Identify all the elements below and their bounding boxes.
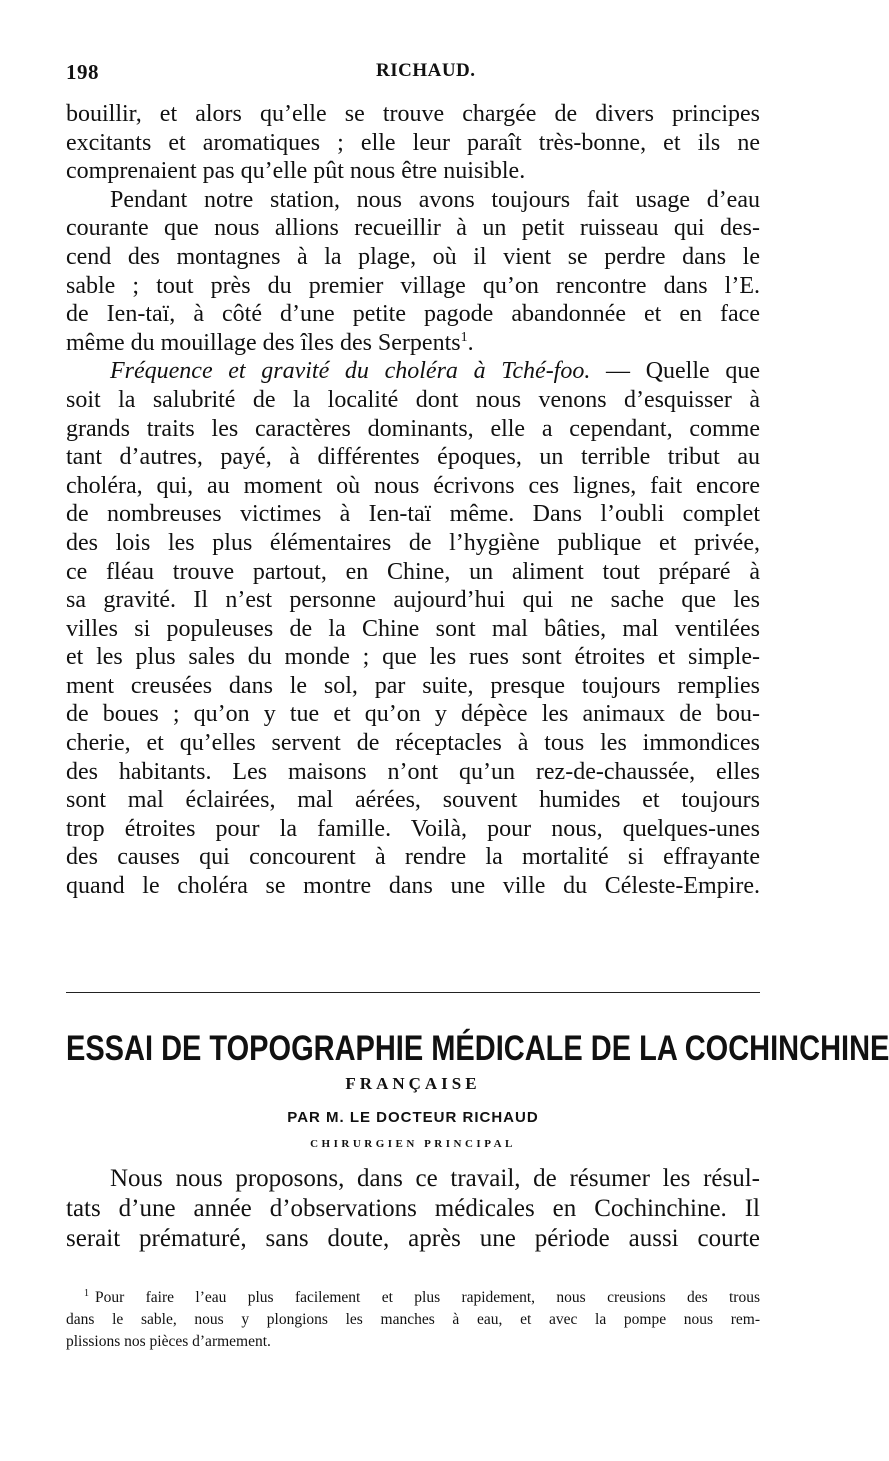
footnote-reference: 1 [460, 329, 468, 345]
italic-heading: Fréquence et gravité du choléra à Tché-foo. [110, 358, 591, 385]
text-line: des lois les plus élémentaires de l’hygiène publique et privée, [66, 529, 760, 556]
section-subtitle: FRANÇAISE [345, 1074, 481, 1093]
text-fragment: même du mouillage des îles des Serpents [66, 329, 461, 356]
text-fragment: Pour faire l’eau plus facilement et plus rapidement, nous creusions des trous [95, 1289, 760, 1306]
text-line: de Ien-taï, à côté d’une petite pagode abandonnée et en face [66, 301, 760, 328]
footnote-line [66, 1287, 760, 1309]
text-line: choléra, qui, au moment où nous écrivons ces lignes, fait encore [66, 472, 760, 499]
author-role: CHIRURGIEN PRINCIPAL [310, 1138, 516, 1150]
text-line: Pendant notre station, nous avons toujours fait usage d’eau [110, 186, 760, 213]
text-line: villes si populeuses de la Chine sont mal bâties, mal ventilées [66, 615, 760, 642]
running-head [66, 60, 760, 90]
text-line: des habitants. Les maisons n’ont qu’un rez-de-chaussée, elles [66, 758, 760, 785]
text-line: serait prématuré, sans doute, après une période aussi courte [66, 1225, 760, 1252]
footnote-line: dans le sable, nous y plongions les manches à eau, et avec la pompe nous rem- [66, 1311, 760, 1328]
text-line: de boues ; qu’on y tue et qu’on y dépèce les animaux de bou- [66, 701, 760, 728]
body-text [66, 100, 760, 901]
footnote-line: plissions nos pièces d’armement. [66, 1333, 271, 1350]
text-line: excitants et aromatiques ; elle leur paraît très-bonne, et ils ne [66, 129, 760, 156]
text-line: quand le choléra se montre dans une ville du Céleste-Empire. [66, 873, 760, 900]
text-line: bouillir, et alors qu’elle se trouve chargée de divers principes [66, 101, 760, 127]
text-line: sable ; tout près du premier village qu’on rencontre dans l’E. [66, 272, 760, 299]
text-line: cend des montagnes à la plage, où il vient se perdre dans le [66, 243, 760, 270]
section-title: ESSAI DE TOPOGRAPHIE MÉDICALE DE LA COCHINCHINE [66, 1030, 889, 1069]
text-line: de nombreuses victimes à Ien-taï même. Dans l’oubli complet [66, 501, 760, 528]
text-line: et les plus sales du monde ; que les rues sont étroites et simple- [66, 644, 760, 671]
text-line: tant d’autres, payé, à différentes époques, un terrible tribut au [66, 444, 760, 471]
text-line: sont mal éclairées, mal aérées, souvent humides et toujours [66, 787, 760, 814]
text-line: ment creusées dans le sol, par suite, presque toujours remplies [66, 672, 760, 699]
page-number: 198 [66, 60, 99, 84]
text-line: courante que nous allions recueillir à un petit ruisseau qui des- [66, 215, 760, 242]
text-line: sa gravité. Il n’est personne aujourd’hui qui ne sache que les [66, 587, 760, 614]
text-line: tats d’une année d’observations médicales en Cochinchine. Il [66, 1195, 760, 1222]
text-line-with-italic-lead [66, 357, 760, 386]
text-line: cherie, et qu’elles servent de réceptacles à tous les immondices [66, 730, 760, 757]
text-line: Nous nous proposons, dans ce travail, de résumer les résul- [110, 1165, 760, 1192]
running-title: RICHAUD. [376, 60, 476, 81]
text-fragment: — Quelle que [606, 358, 760, 385]
text-line: comprenaient pas qu’elle pût nous être nuisible. [66, 158, 526, 185]
intro-text [66, 1164, 760, 1254]
text-line: ce fléau trouve partout, en Chine, un aliment tout préparé à [66, 558, 760, 585]
author-byline: PAR M. LE DOCTEUR RICHAUD [287, 1109, 539, 1126]
text-line: soit la salubrité de la localité dont nous venons d’esquisser à [66, 386, 760, 413]
footnote-mark: 1 [84, 1287, 89, 1299]
text-fragment: . [467, 329, 474, 356]
footnote [66, 1287, 760, 1353]
text-line: grands traits les caractères dominants, elle a cependant, comme [66, 415, 760, 442]
section-divider [66, 992, 760, 993]
text-line-with-footnote-ref [66, 329, 760, 358]
text-line: trop étroites pour la famille. Voilà, pour nous, quelques-unes [66, 815, 760, 842]
text-line: des causes qui concourent à rendre la mortalité si effrayante [66, 844, 760, 871]
